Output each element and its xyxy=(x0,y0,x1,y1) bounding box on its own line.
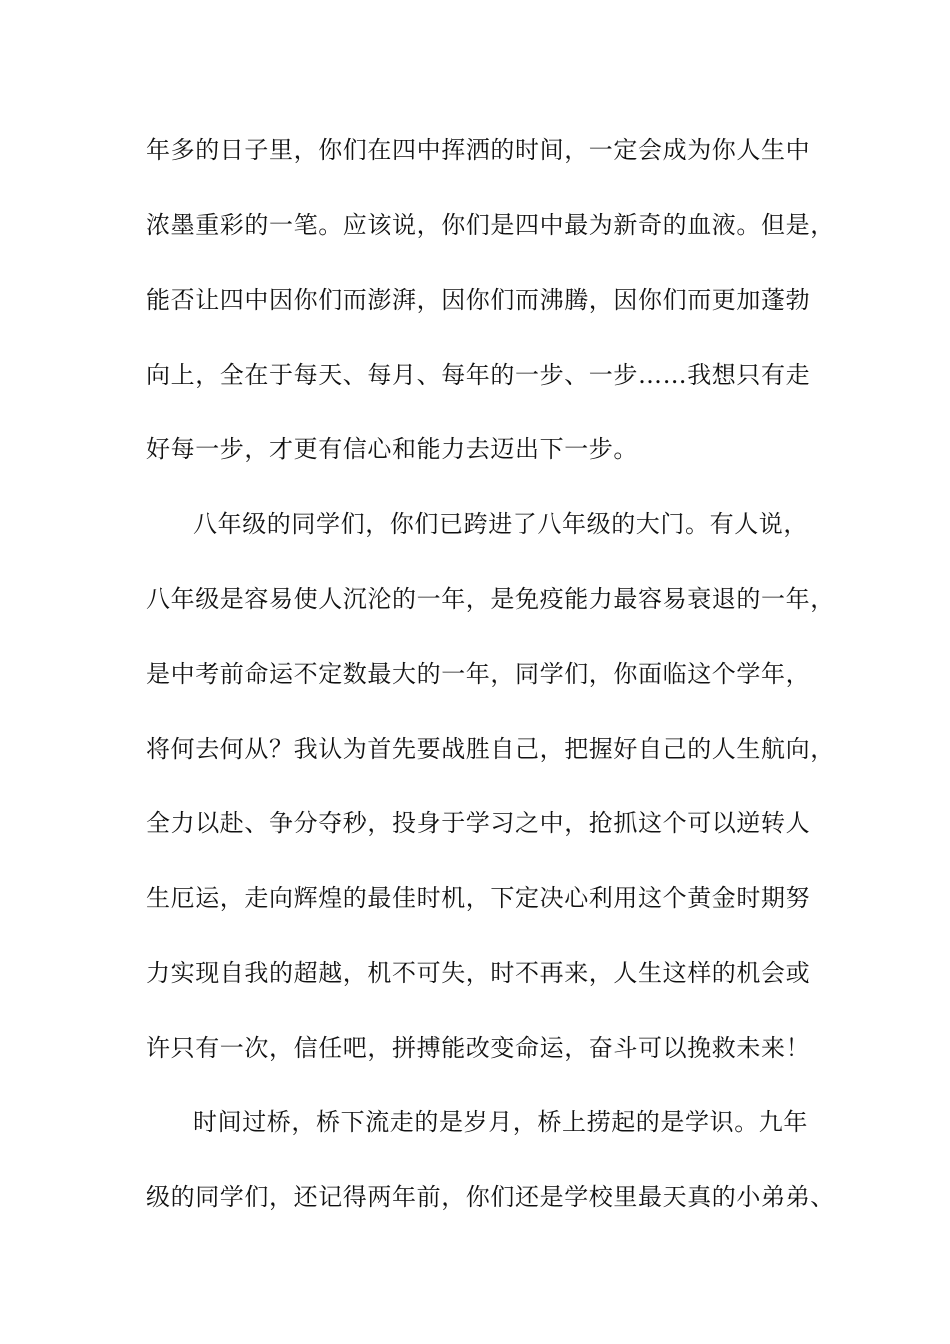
text-line: 许只有一次，信任吧，拼搏能改变命运，奋斗可以挽救未来！ xyxy=(146,1034,811,1062)
text-line: 年多的日子里，你们在四中挥洒的时间，一定会成为你人生中 xyxy=(146,136,811,164)
paragraph-first-line: 八年级的同学们，你们已跨进了八年级的大门。有人说， xyxy=(193,510,808,538)
text-line: 是中考前命运不定数最大的一年，同学们，你面临这个学年， xyxy=(146,660,811,688)
text-line: 力实现自我的超越，机不可失，时不再来，人生这样的机会或 xyxy=(146,959,811,987)
text-line: 将何去何从？我认为首先要战胜自己，把握好自己的人生航向， xyxy=(146,735,835,763)
text-line: 能否让四中因你们而澎湃，因你们而沸腾，因你们而更加蓬勃 xyxy=(146,286,811,314)
text-line: 好每一步，才更有信心和能力去迈出下一步。 xyxy=(146,435,638,463)
paragraph-first-line: 时间过桥，桥下流走的是岁月，桥上捞起的是学识。九年 xyxy=(193,1108,808,1136)
text-line: 向上，全在于每天、每月、每年的一步、一步……我想只有走 xyxy=(146,361,811,389)
text-line: 全力以赴、争分夺秒，投身于学习之中，抢抓这个可以逆转人 xyxy=(146,809,811,837)
text-line: 生厄运，走向辉煌的最佳时机，下定决心利用这个黄金时期努 xyxy=(146,884,811,912)
text-line: 浓墨重彩的一笔。应该说，你们是四中最为新奇的血液。但是， xyxy=(146,211,835,239)
text-line: 级的同学们，还记得两年前，你们还是学校里最天真的小弟弟、 xyxy=(146,1183,835,1211)
text-line: 八年级是容易使人沉沦的一年，是免疫能力最容易衰退的一年， xyxy=(146,585,835,613)
